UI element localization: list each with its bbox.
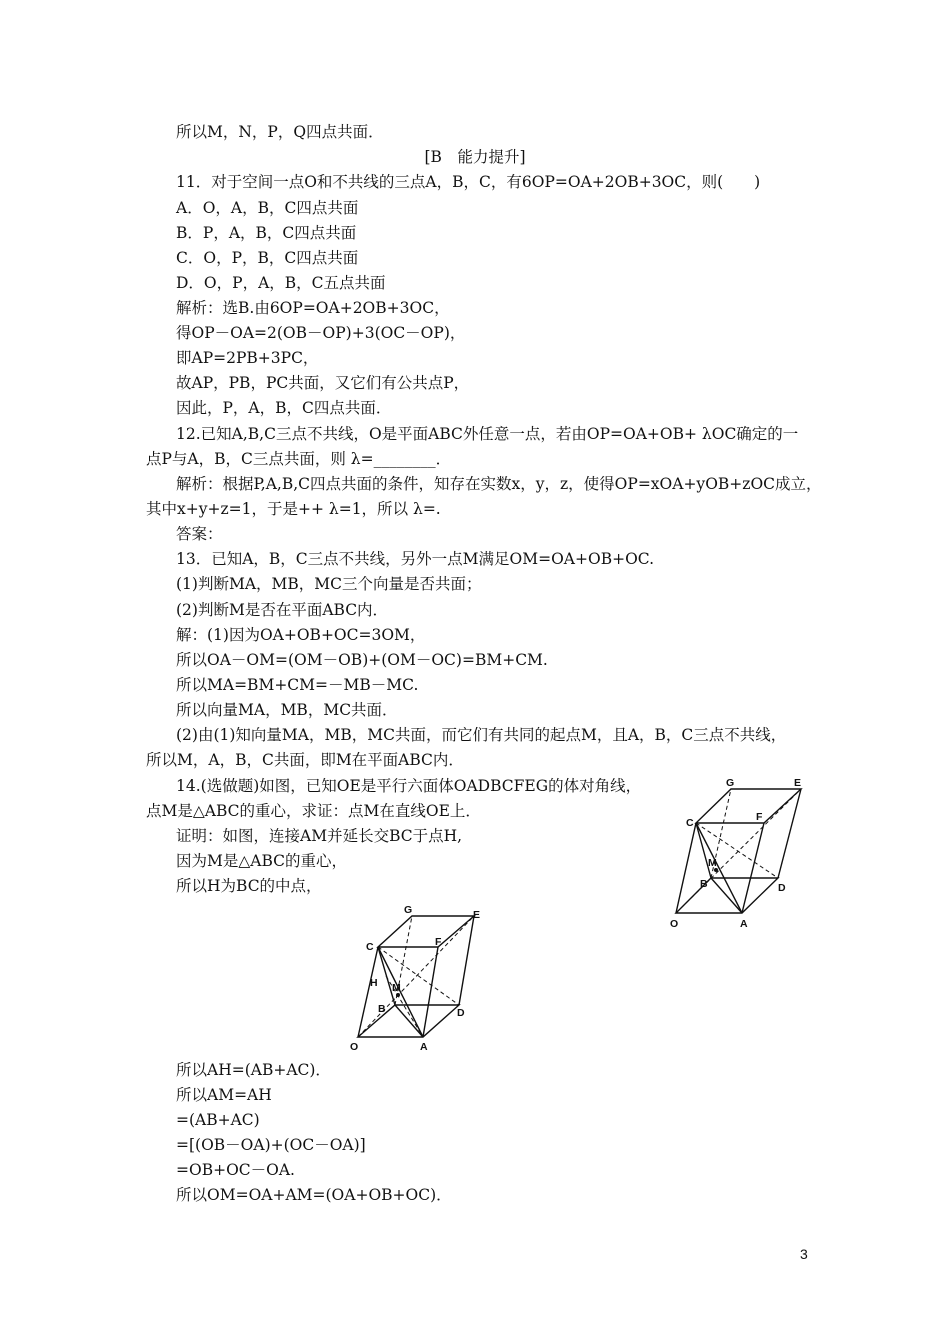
question-11: 11．对于空间一点O和不共线的三点A，B，C，有6OP=OA+2OB+3OC，则( ) (176, 173, 761, 191)
question-12-cont: 点P与A，B，C三点共面，则 λ=________． (146, 450, 452, 468)
vertex-label-d: D (778, 882, 786, 894)
vertex-label-g: G (404, 904, 413, 916)
solution-line: 所以OA－OM=(OM－OB)+(OM－OC)=BM+CM. (176, 651, 548, 669)
proof-line: 因为M是△ABC的重心， (176, 852, 348, 870)
solution-line: 所以向量MA，MB，MC共面． (176, 701, 398, 719)
vertex-label-d: D (457, 1007, 465, 1019)
option-a: A．O，A，B，C四点共面 (176, 199, 359, 217)
option-c: C．O，P，B，C四点共面 (176, 249, 359, 267)
solution-line: 得OP－OA=2(OB－OP)+3(OC－OP)， (176, 324, 466, 342)
vertex-label-m: M (392, 982, 401, 994)
question-14-cont: 点M是△ABC的重心，求证：点M在直线OE上． (146, 802, 481, 820)
proof-line: 所以H为BC的中点， (176, 877, 322, 895)
section-heading: [B 能力提升] (424, 148, 526, 166)
proof-line: =(AB+AC) (176, 1111, 260, 1129)
question-14: 14.(选做题)如图，已知OE是平行六面体OADBCFEG的体对角线， (176, 777, 642, 795)
vertex-label-o: O (670, 918, 679, 930)
solution-line: 故AP，PB，PC共面，又它们有公共点P， (176, 374, 470, 392)
solution-line: 所以MA=BM+CM=－MB－MC. (176, 676, 419, 694)
question-12: 12.已知A,B,C三点不共线，O是平面ABC外任意一点，若由OP=OA+OB+ λOC确定的一 (176, 425, 799, 443)
vertex-label-m: M (708, 857, 717, 869)
solution-line: 所以M，A，B，C共面，即M在平面ABC内． (146, 751, 464, 769)
solution-line: 解析：选B.由6OP=OA+2OB+3OC， (176, 299, 450, 317)
solution-line: 因此，P，A，B，C四点共面． (176, 399, 392, 417)
proof-line: 所以AH=(AB+AC)． (176, 1061, 331, 1079)
vertex-label-h: H (370, 977, 378, 989)
vertex-label-c: C (686, 817, 694, 829)
subquestion: (2)判断M是否在平面ABC内． (176, 601, 389, 619)
vertex-label-b: B (378, 1003, 386, 1015)
vertex-label-g: G (726, 777, 735, 789)
solution-line: (2)由(1)知向量MA，MB，MC共面，而它们有共同的起点M，且A，B，C三点不共线， (176, 726, 787, 744)
proof-line: =OB+OC－OA. (176, 1161, 295, 1179)
solution-line: 解析：根据P,A,B,C四点共面的条件，知存在实数x，y，z，使得OP=xOA+yOB+zOC成立， (176, 475, 822, 493)
solution-line: 即AP=2PB+3PC， (176, 349, 319, 367)
option-d: D．O，P，A，B，C五点共面 (176, 274, 386, 292)
subquestion: (1)判断MA，MB，MC三个向量是否共面； (176, 575, 482, 593)
text-line: 所以M，N，P，Q四点共面． (176, 123, 384, 141)
proof-line: 证明：如图，连接AM并延长交BC于点H, (176, 827, 463, 845)
vertex-label-a: A (740, 918, 748, 930)
vertex-label-a: A (420, 1041, 428, 1053)
page-number: 3 (800, 1246, 808, 1262)
vertex-label-f: F (756, 811, 763, 823)
vertex-label-f: F (435, 936, 442, 948)
vertex-label-e: E (473, 909, 481, 921)
proof-line: =[(OB－OA)+(OC－OA)] (176, 1136, 366, 1154)
solution-line: 其中x+y+z=1，于是++ λ=1，所以 λ=. (146, 500, 441, 518)
proof-line: 所以AM=AH (176, 1086, 272, 1104)
proof-line: 所以OM=OA+AM=(OA+OB+OC)． (176, 1186, 452, 1204)
answer-label: 答案： (176, 525, 223, 543)
solution-line: 解：(1)因为OA+OB+OC=3OM， (176, 626, 426, 644)
vertex-label-c: C (366, 941, 374, 953)
vertex-label-b: B (700, 878, 708, 890)
vertex-label-e: E (794, 777, 802, 789)
question-13: 13．已知A，B，C三点不共线，另外一点M满足OM=OA+OB+OC. (176, 550, 655, 568)
option-b: B．P，A，B，C四点共面 (176, 224, 357, 242)
parallelepiped-figure-1 (660, 775, 810, 935)
vertex-label-o: O (350, 1041, 359, 1053)
parallelepiped-figure-2 (340, 900, 490, 1058)
